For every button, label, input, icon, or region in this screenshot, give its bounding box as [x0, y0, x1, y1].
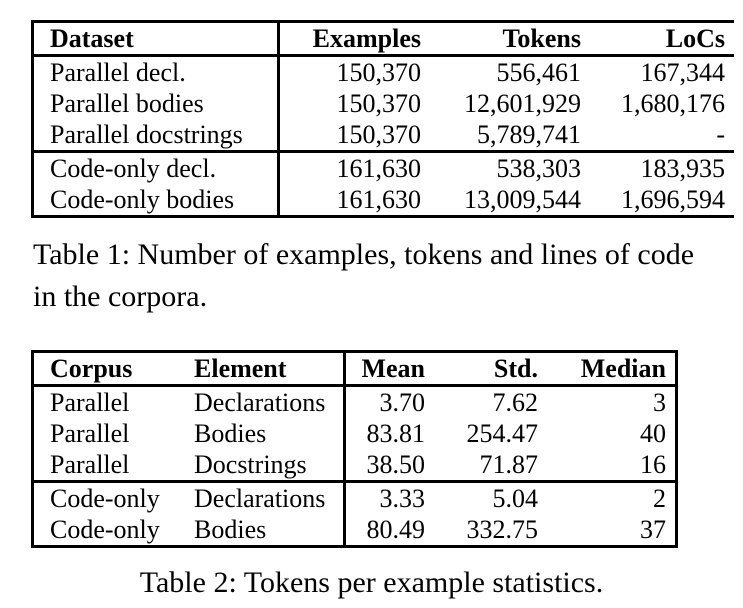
dataset-cell: Parallel bodies — [33, 88, 279, 119]
table2-caption: Table 2: Tokens per example statistics. — [139, 566, 604, 599]
column-header-std: Std. — [493, 354, 538, 383]
dataset-cell: Parallel decl. — [33, 56, 279, 89]
element-cell: Declarations — [194, 386, 345, 419]
corpus-cell: Parallel — [50, 388, 130, 417]
table-row — [33, 418, 677, 449]
locs-cell: 1,696,594 — [621, 185, 725, 214]
tokens-cell: 13,009,544 — [464, 185, 581, 214]
examples-cell: 150,370 — [336, 120, 421, 149]
table-row — [33, 449, 677, 482]
examples-cell: 150,370 — [336, 89, 421, 118]
locs-cell: 1,680,176 — [621, 89, 725, 118]
table-row — [33, 88, 735, 119]
tokens-cell: 12,601,929 — [464, 89, 581, 118]
mean-cell: 3.70 — [379, 388, 425, 417]
column-header-median: Median — [580, 354, 666, 383]
table-row — [33, 514, 677, 547]
table-row — [33, 482, 677, 515]
median-cell: 16 — [640, 450, 666, 479]
std-cell: 5.04 — [492, 484, 538, 513]
table-row — [33, 56, 735, 89]
median-cell: 3 — [653, 388, 666, 417]
element-cell: Bodies — [194, 514, 345, 547]
table-row — [33, 119, 735, 152]
table-row — [33, 184, 735, 217]
mean-cell: 83.81 — [366, 419, 425, 448]
median-cell: 2 — [653, 484, 666, 513]
column-header-tokens: Tokens — [502, 24, 581, 53]
median-cell: 40 — [640, 419, 666, 448]
locs-cell: - — [716, 120, 725, 149]
corpus-cell: Code-only — [50, 515, 160, 544]
std-cell: 71.87 — [479, 450, 538, 479]
column-header-locs: LoCs — [665, 24, 725, 53]
std-cell: 254.47 — [466, 419, 538, 448]
column-header-examples: Examples — [312, 24, 421, 53]
locs-cell: 167,344 — [640, 58, 725, 87]
examples-cell: 161,630 — [336, 154, 421, 183]
examples-cell: 150,370 — [336, 58, 421, 87]
tokens-cell: 556,461 — [496, 58, 581, 87]
element-cell: Declarations — [194, 482, 345, 515]
locs-cell: 183,935 — [640, 154, 725, 183]
column-header-corpus: Corpus — [50, 354, 133, 383]
mean-cell: 38.50 — [366, 450, 425, 479]
table-header-row — [33, 22, 735, 56]
column-header-element: Element — [194, 352, 345, 386]
std-cell: 7.62 — [492, 388, 538, 417]
table-row — [33, 386, 677, 419]
corpus-cell: Parallel — [50, 419, 130, 448]
corpus-size-table — [31, 20, 734, 218]
table1-caption: Table 1: Number of examples, tokens and lines of code in the corpora. — [33, 238, 695, 313]
tokens-cell: 538,303 — [496, 154, 581, 183]
mean-cell: 3.33 — [379, 484, 425, 513]
corpus-cell: Code-only — [50, 484, 160, 513]
corpus-cell: Parallel — [50, 450, 130, 479]
table-row — [33, 152, 735, 185]
dataset-cell: Parallel docstrings — [33, 119, 279, 152]
column-header-dataset: Dataset — [33, 22, 279, 56]
median-cell: 37 — [640, 515, 666, 544]
mean-cell: 80.49 — [366, 515, 425, 544]
element-cell: Docstrings — [194, 449, 345, 482]
std-cell: 332.75 — [466, 515, 538, 544]
examples-cell: 161,630 — [336, 185, 421, 214]
element-cell: Bodies — [194, 418, 345, 449]
dataset-cell: Code-only decl. — [33, 152, 279, 185]
dataset-cell: Code-only bodies — [33, 184, 279, 217]
table-header-row — [33, 352, 677, 386]
tokens-statistics-table — [31, 350, 678, 548]
tokens-cell: 5,789,741 — [477, 120, 581, 149]
column-header-mean: Mean — [361, 354, 425, 383]
